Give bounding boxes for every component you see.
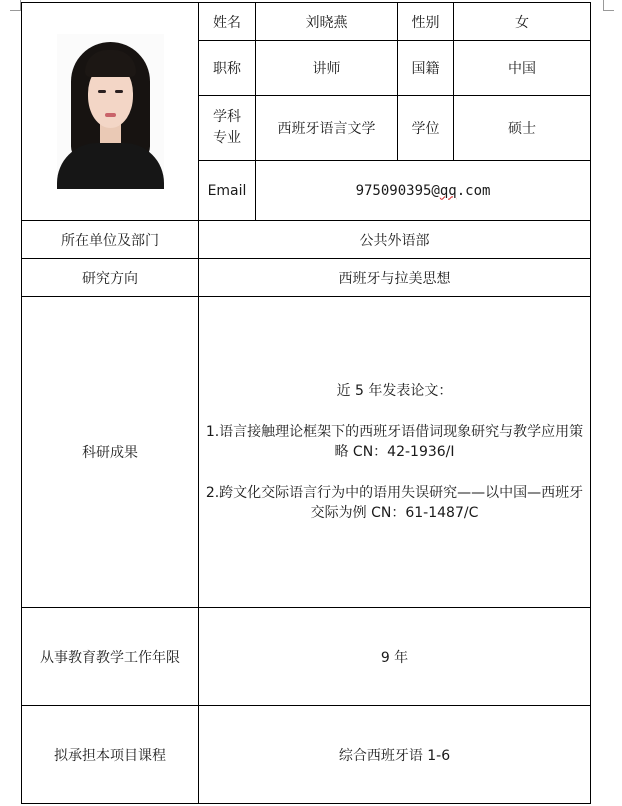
email-value-flagged: qq: [439, 182, 457, 199]
nationality-label: 国籍: [398, 41, 454, 96]
email-value-main: 975090395@: [355, 182, 440, 199]
years-value: 9 年: [199, 608, 591, 706]
years-label: 从事教育教学工作年限: [22, 608, 199, 706]
research-value: 西班牙与拉美思想: [199, 259, 591, 297]
email-value: [256, 161, 591, 221]
achievements-label: 科研成果: [22, 297, 199, 608]
major-label: [199, 96, 256, 161]
course-label: 拟承担本项目课程: [22, 706, 199, 804]
degree-label: 学位: [398, 96, 454, 161]
name-value: 刘晓燕: [256, 3, 398, 41]
paper-item: 1.语言接触理论框架下的西班牙语借词现象研究与教学应用策略 CN：42-1936/I: [205, 424, 584, 460]
profile-table: [21, 2, 591, 804]
achievements-content: [199, 297, 591, 608]
dept-label: 所在单位及部门: [22, 221, 199, 259]
degree-value: 硕士: [454, 96, 591, 161]
nationality-value: 中国: [454, 41, 591, 96]
major-label-line2: 专业: [213, 130, 241, 146]
portrait-photo: [57, 34, 164, 189]
title-value: 讲师: [256, 41, 398, 96]
major-value: 西班牙语言文学: [256, 96, 398, 161]
page-corner-mark-left: [10, 0, 21, 11]
page-corner-mark-right: [603, 0, 614, 11]
gender-value: 女: [454, 3, 591, 41]
achievements-heading: 近 5 年发表论文：: [336, 383, 453, 399]
gender-label: 性别: [398, 3, 454, 41]
email-value-tail: .com: [456, 182, 491, 199]
paper-item: 2.跨文化交际语言行为中的语用失误研究——以中国—西班牙交际为例 CN：61-1487/C: [205, 485, 584, 521]
email-label: Email: [199, 161, 256, 221]
name-label: 姓名: [199, 3, 256, 41]
dept-value: 公共外语部: [199, 221, 591, 259]
major-label-line1: 学科: [213, 109, 241, 125]
research-label: 研究方向: [22, 259, 199, 297]
course-value: 综合西班牙语 1-6: [199, 706, 591, 804]
title-label: 职称: [199, 41, 256, 96]
photo-cell: [22, 3, 199, 221]
